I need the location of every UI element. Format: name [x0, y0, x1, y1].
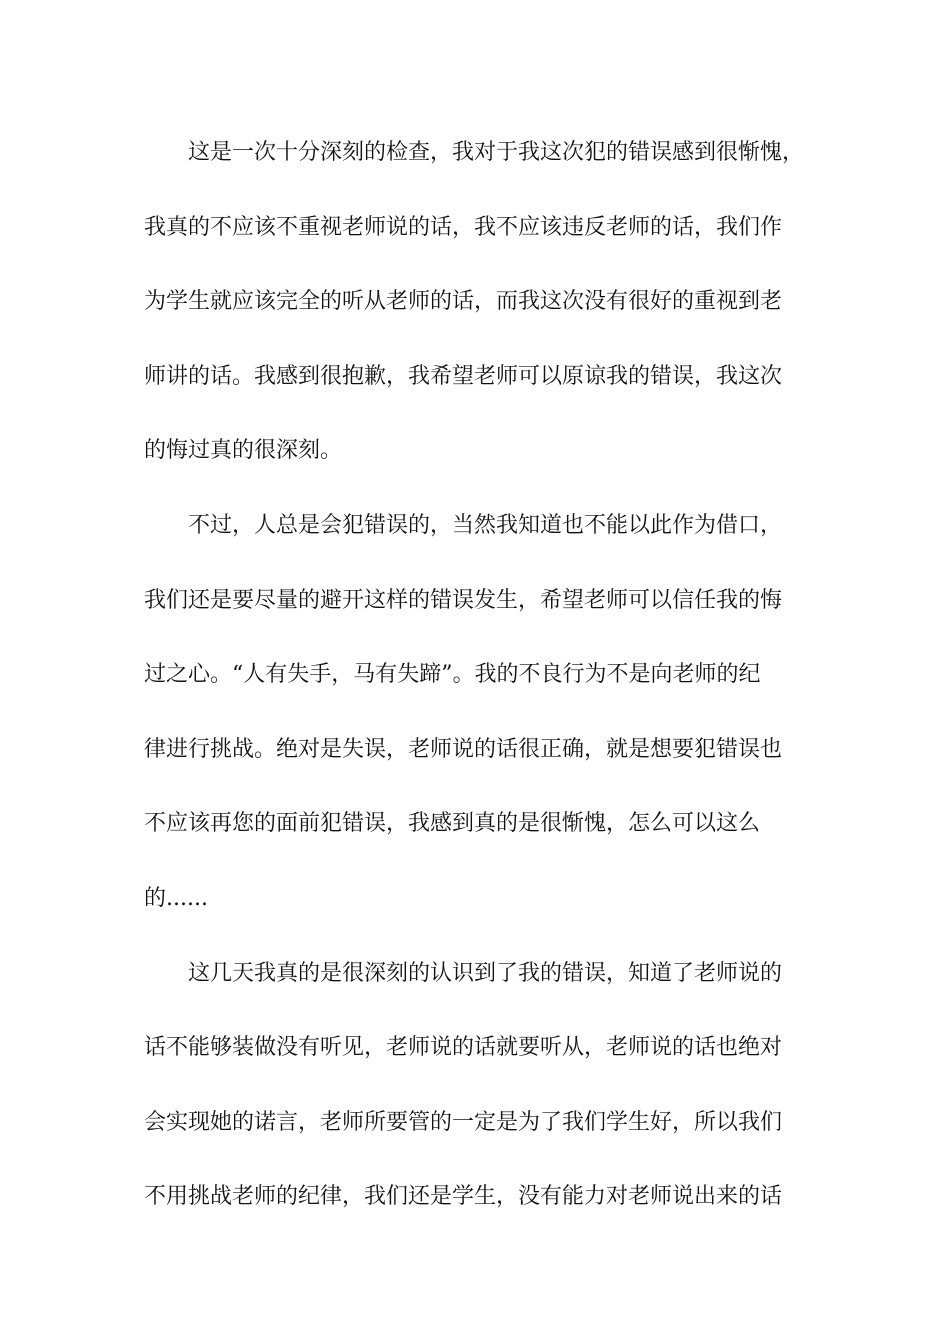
text-line: 不用挑战老师的纪律，我们还是学生，没有能力对老师说出来的话: [144, 1184, 783, 1210]
text-line: 的悔过真的很深刻。: [144, 438, 343, 464]
text-line: 会实现她的诺言，老师所要管的一定是为了我们学生好，所以我们: [144, 1109, 783, 1135]
text-line: 这是一次十分深刻的检查，我对于我这次犯的错误感到很惭愧，: [188, 140, 805, 165]
text-line: 话不能够装做没有听见，老师说的话就要听从，老师说的话也绝对: [144, 1035, 783, 1061]
paragraph-3: [144, 952, 824, 1220]
document-body: [144, 131, 824, 1250]
text-line: 过之心。“人有失手，马有失蹄”。我的不良行为不是向老师的纪: [144, 662, 761, 688]
paragraph-2: [144, 504, 824, 921]
text-line: 为学生就应该完全的听从老师的话，而我这次没有很好的重视到老: [144, 289, 783, 315]
text-line: 的......: [144, 885, 208, 911]
text-line: 我们还是要尽量的避开这样的错误发生，希望老师可以信任我的悔: [144, 587, 783, 613]
paragraph-1: [144, 131, 824, 473]
text-line: 师讲的话。我感到很抱歉，我希望老师可以原谅我的错误，我这次: [144, 363, 783, 389]
text-line: 不应该再您的面前犯错误，我感到真的是很惭愧，怎么可以这么: [144, 811, 761, 837]
text-line: 我真的不应该不重视老师说的话，我不应该违反老师的话，我们作: [144, 214, 783, 240]
text-line: 律进行挑战。绝对是失误，老师说的话很正确，就是想要犯错误也: [144, 736, 783, 762]
text-line: 这几天我真的是很深刻的认识到了我的错误，知道了老师说的: [188, 960, 783, 986]
text-line: 不过，人总是会犯错误的，当然我知道也不能以此作为借口，: [188, 512, 783, 538]
